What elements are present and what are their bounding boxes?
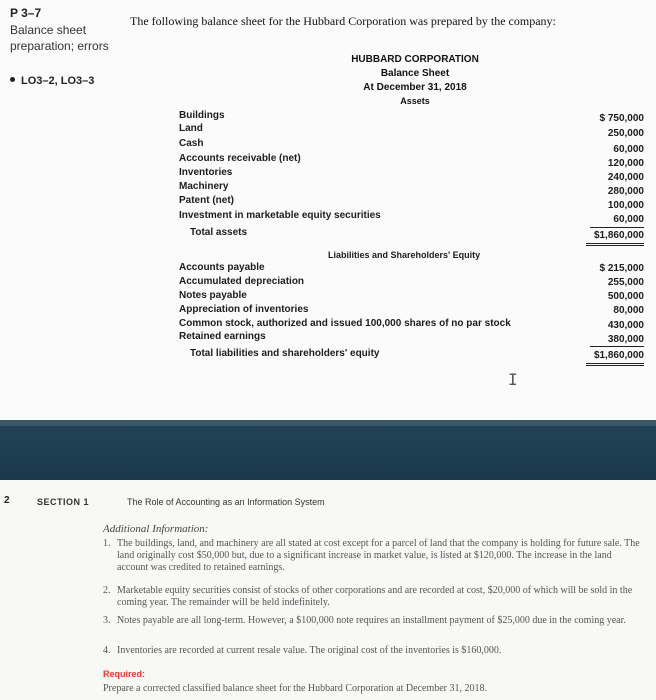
statement-date: At December 31, 2018 (363, 82, 467, 93)
info-item-text: The buildings, land, and machinery are all stated at cost except for a parcel of land that the company is holding for future sale. The land originally cost $50,000 but, due to a significant increase in market value, is listed at $120,000. The increase in the land account was credited to retained earnings. (117, 538, 640, 573)
info-item-text: Notes payable are all long-term. However, a $100,000 note requires an installment payment of $25,000 due in the coming year. (117, 615, 626, 626)
info-item-text: Inventories are recorded at current resale value. The original cost of the inventories is $160,000. (117, 645, 502, 656)
assets-heading: Assets (400, 96, 430, 106)
asset-value: 60,000 (613, 144, 644, 155)
page-gap (0, 420, 656, 480)
liability-value: $ 215,000 (599, 263, 644, 274)
problem-title: Balance sheet preparation; errors (10, 23, 109, 53)
double-rule (586, 243, 644, 244)
info-item-number: 4. (103, 645, 111, 656)
statement-title: Balance Sheet (380, 68, 450, 79)
asset-value: 120,000 (607, 158, 644, 169)
section-label: SECTION 1 (37, 497, 90, 507)
info-item-number: 2. (103, 585, 111, 596)
liability-value: 255,000 (607, 277, 644, 288)
liability-value: 500,000 (607, 291, 644, 302)
liability-label: Accounts payable (179, 262, 265, 273)
problem-number: P 3–7 (10, 6, 42, 20)
asset-value: 60,000 (613, 214, 644, 225)
liability-label: Accumulated depreciation (179, 276, 305, 287)
asset-value: 280,000 (607, 186, 644, 197)
liability-value: 380,000 (607, 334, 644, 345)
intro-text: The following balance sheet for the Hubbard Corporation was prepared by the company: (130, 14, 556, 28)
liability-label: Common stock, authorized and issued 100,000 shares of no par stock (179, 318, 511, 329)
info-item-number: 1. (103, 538, 111, 549)
liability-value: 430,000 (607, 320, 644, 331)
asset-label: Cash (179, 138, 204, 149)
asset-label: Patent (net) (179, 195, 234, 206)
company-name: HUBBARD CORPORATION (351, 54, 479, 65)
learning-objectives (10, 75, 94, 87)
info-item-number: 3. (103, 615, 111, 626)
total-liabilities-value: $1,860,000 (593, 350, 644, 361)
required-text: Prepare a corrected classified balance sheet for the Hubbard Corporation at December 31, 2018. (103, 683, 488, 694)
liabilities-heading: Liabilities and Shareholders' Equity (328, 250, 481, 260)
asset-value: $ 750,000 (599, 113, 644, 124)
info-item (103, 645, 643, 657)
subtotal-rule (590, 227, 644, 228)
liability-value: 80,000 (613, 305, 644, 316)
learning-objectives-text: LO3–2, LO3–3 (21, 75, 95, 87)
asset-label: Land (179, 123, 203, 134)
asset-label: Inventories (179, 167, 233, 178)
liability-label: Retained earnings (179, 331, 266, 342)
subtotal-rule (590, 346, 644, 347)
total-assets-value: $1,860,000 (593, 230, 644, 241)
asset-label: Accounts receivable (net) (179, 153, 301, 164)
text-cursor-icon: I (508, 370, 518, 389)
bullet-icon (10, 77, 15, 82)
double-rule (586, 363, 644, 364)
info-item (103, 538, 643, 574)
asset-value: 100,000 (607, 200, 644, 211)
page-number: 2 (4, 495, 10, 506)
asset-label: Machinery (179, 181, 229, 192)
section-title: The Role of Accounting as an Information System (127, 497, 325, 507)
double-rule (586, 245, 644, 246)
asset-value: 250,000 (607, 128, 644, 139)
required-heading: Required: (103, 669, 146, 679)
liability-label: Notes payable (179, 290, 247, 301)
info-item-text: Marketable equity securities consist of stocks of other corporations and are recorded at cost, $20,000 of which will be sold in the coming year. The remainder will be held indefinitely. (117, 585, 633, 608)
info-item (103, 615, 643, 627)
asset-value: 240,000 (607, 172, 644, 183)
total-assets-label: Total assets (190, 227, 248, 238)
info-item (103, 585, 643, 609)
liability-label: Appreciation of inventories (179, 304, 309, 315)
double-rule (586, 365, 644, 366)
asset-label: Investment in marketable equity securities (179, 210, 381, 221)
asset-label: Buildings (179, 110, 225, 121)
total-liabilities-label: Total liabilities and shareholders' equity (190, 348, 380, 359)
additional-info-heading: Additional Information: (103, 523, 209, 535)
